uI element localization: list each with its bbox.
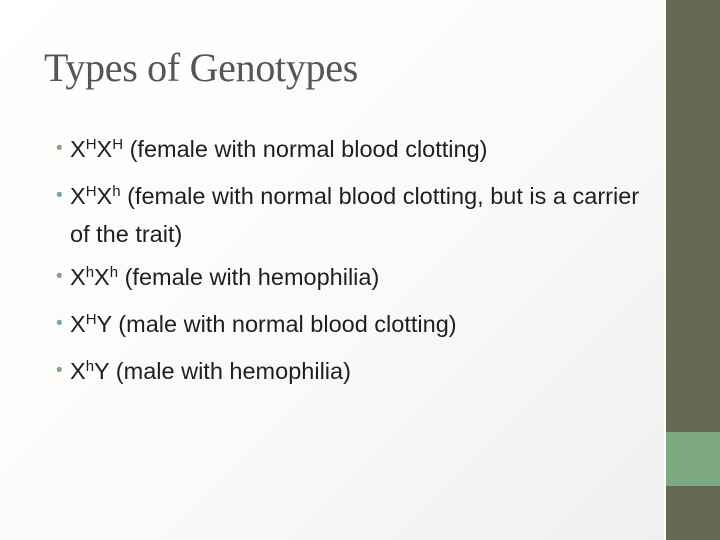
bullet-item-xhy-normal xyxy=(44,307,644,345)
bullet-item-xhxh-hemophilia xyxy=(44,260,644,298)
genotype-x: X xyxy=(96,136,113,162)
allele-superscript: H xyxy=(85,183,97,200)
allele-superscript: h xyxy=(85,358,95,375)
allele-superscript: h xyxy=(85,264,95,281)
bullet-icon: • xyxy=(56,138,63,159)
slide-title: Types of Genotypes xyxy=(44,45,358,90)
allele-superscript: h xyxy=(109,264,119,281)
genotype-x: X xyxy=(94,264,110,290)
bullet-icon: • xyxy=(56,313,63,334)
bullet-item-xhy-hemophilia xyxy=(44,354,644,392)
genotype-x: X xyxy=(96,183,113,209)
allele-superscript: H xyxy=(85,311,97,328)
bullet-description: (male with normal blood clotting) xyxy=(111,311,457,337)
bullet-description: (female with hemophilia) xyxy=(118,264,380,290)
bullet-description: (female with normal blood clotting) xyxy=(123,136,488,162)
genotype-y: Y xyxy=(94,358,110,384)
bullet-list xyxy=(44,132,644,401)
bullet-icon: • xyxy=(56,266,63,287)
allele-superscript: H xyxy=(112,136,124,153)
side-accent-square xyxy=(666,432,720,486)
bullet-item-xhxh-carrier xyxy=(44,179,644,251)
allele-superscript: H xyxy=(85,136,97,153)
genotype-x: X xyxy=(70,358,86,384)
bullet-description: (male with hemophilia) xyxy=(109,358,351,384)
genotype-y: Y xyxy=(96,311,112,337)
genotype-x: X xyxy=(70,183,86,209)
bullet-icon: • xyxy=(56,185,63,206)
bullet-icon: • xyxy=(56,360,63,381)
allele-superscript: h xyxy=(112,183,121,200)
bullet-description: (female with normal blood clotting, but is a carrier of the trait) xyxy=(70,183,640,247)
genotype-x: X xyxy=(70,311,86,337)
bullet-item-xhxh-normal xyxy=(44,132,644,170)
genotype-x: X xyxy=(70,136,86,162)
genotype-x: X xyxy=(70,264,86,290)
